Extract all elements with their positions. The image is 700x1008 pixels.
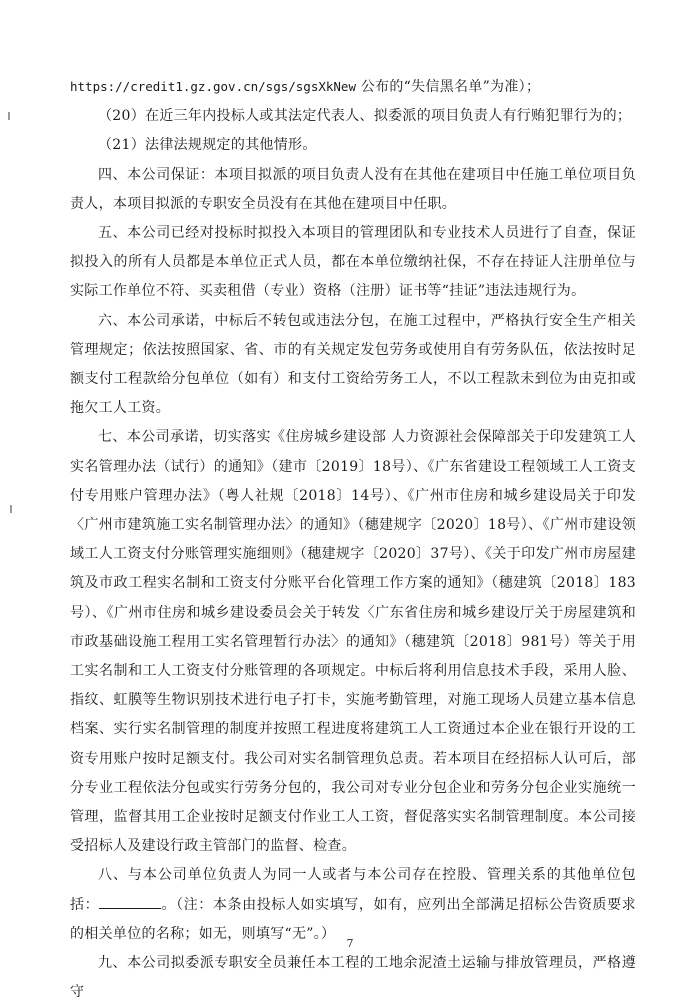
paragraph-section-8 xyxy=(70,861,636,949)
paragraph-section-6: 六、本公司承诺，中标后不转包或违法分包，在施工过程中，严格执行安全生产相关管理规定；依法按照国家、省、市的有关规定发包劳务或使用自有劳务队伍，依法按时足额支付工程款给分包单位（如有）和支付工资给劳务工人，不以工程款未到位为由克扣或拖欠工人工资。 xyxy=(70,312,636,417)
paragraph-section-9: 九、本公司拟委派专职安全员兼任本工程的工地余泥渣土运输与排放管理员，严格遵守 xyxy=(70,955,636,1001)
paragraph-item-21: （21）法律法规规定的其他情形。 xyxy=(98,137,317,154)
paragraph-item-20: （20）在近三年内投标人或其法定代表人、拟委派的项目负责人有行贿犯罪行为的； xyxy=(98,108,632,125)
paragraph-url-continuation xyxy=(70,72,636,102)
scan-mark-left-2 xyxy=(10,505,12,513)
page-number: 7 xyxy=(346,937,354,950)
paragraph-section-4: 四、本公司保证：本项目拟派的项目负责人没有在其他在建项目中任施工单位项目负责人，本项目拟派的专职安全员没有在其他在建项目中任职。 xyxy=(70,166,636,212)
section-8-note-text: 。（注：本条由投标人如实填写，如有，应列出全部满足招标公告资质要求的相关单位的名称；如无，则填写“无”。） xyxy=(70,896,636,942)
scan-mark-left-1 xyxy=(8,112,10,120)
body-text xyxy=(70,72,636,1008)
section-8-lead-text: 八、与本公司单位负责人为同一人或者与本公司存在控股、管理关系的其他单位包括： xyxy=(70,867,636,913)
paragraph-section-7: 七、本公司承诺，切实落实《住房城乡建设部 人力资源社会保障部关于印发建筑工人实名管理办法（试行）的通知》（建市〔2019〕18号）、《广东省建设工程领域工人工资支付专用账户管理办法》（粤人社规〔2018〕14号）、《广州市住房和城乡建设局关于印发〈广州市建筑施工实名制管理办法〉的通知》（穗建规字〔2020〕18号）、《广州市建设领域工人工资支付分账管理实施细则》（穗建规字〔2020〕37号）、《关于印发广州市房屋建筑及市政工程实名制和工资支付分账平台化管理工作方案的通知》（穗建筑〔2018〕183号）、《广州市住房和城乡建设委员会关于转发〈广东省住房和城乡建设厅关于房屋建筑和市政基础设施工程用工实名管理暂行办法〉的通知》（穗建筑〔2018〕981号）等关于用工实名制和工人工资支付分账管理的各项规定。中标后将利用信息技术手段，采用人脸、指纹、虹膜等生物识别技术进行电子打卡，实施考勤管理，对施工现场人员建立基本信息档案、实行实名制管理的制度并按照工程进度将建筑工人工资通过本企业在银行开设的工资专用账户按时足额支付。我公司对实名制管理负总责。若本项目在经招标人认可后，部分专业工程依法分包或实行劳务分包的，我公司对专业分包企业和劳务分包企业实施统一管理，监督其用工企业按时足额支付作业工人工资，督促落实实名制管理制度。本公司接受招标人及建设行政主管部门的监督、检查。 xyxy=(70,429,636,855)
url-continuation-text: 公布的“失信黑名单”为准）； xyxy=(355,79,541,95)
fill-in-blank[interactable] xyxy=(99,894,161,909)
paragraph-section-5: 五、本公司已经对投标时拟投入本项目的管理团队和专业技术人员进行了自查，保证拟投入的所有人员都是本单位正式人员，都在本单位缴纳社保，不存在持证人注册单位与实际工作单位不符、买卖租借（专业）资格（注册）证书等“挂证”违法违规行为。 xyxy=(70,225,636,300)
credit-url: https://credit1.gz.gov.cn/sgs/sgsXkNew xyxy=(70,79,356,94)
